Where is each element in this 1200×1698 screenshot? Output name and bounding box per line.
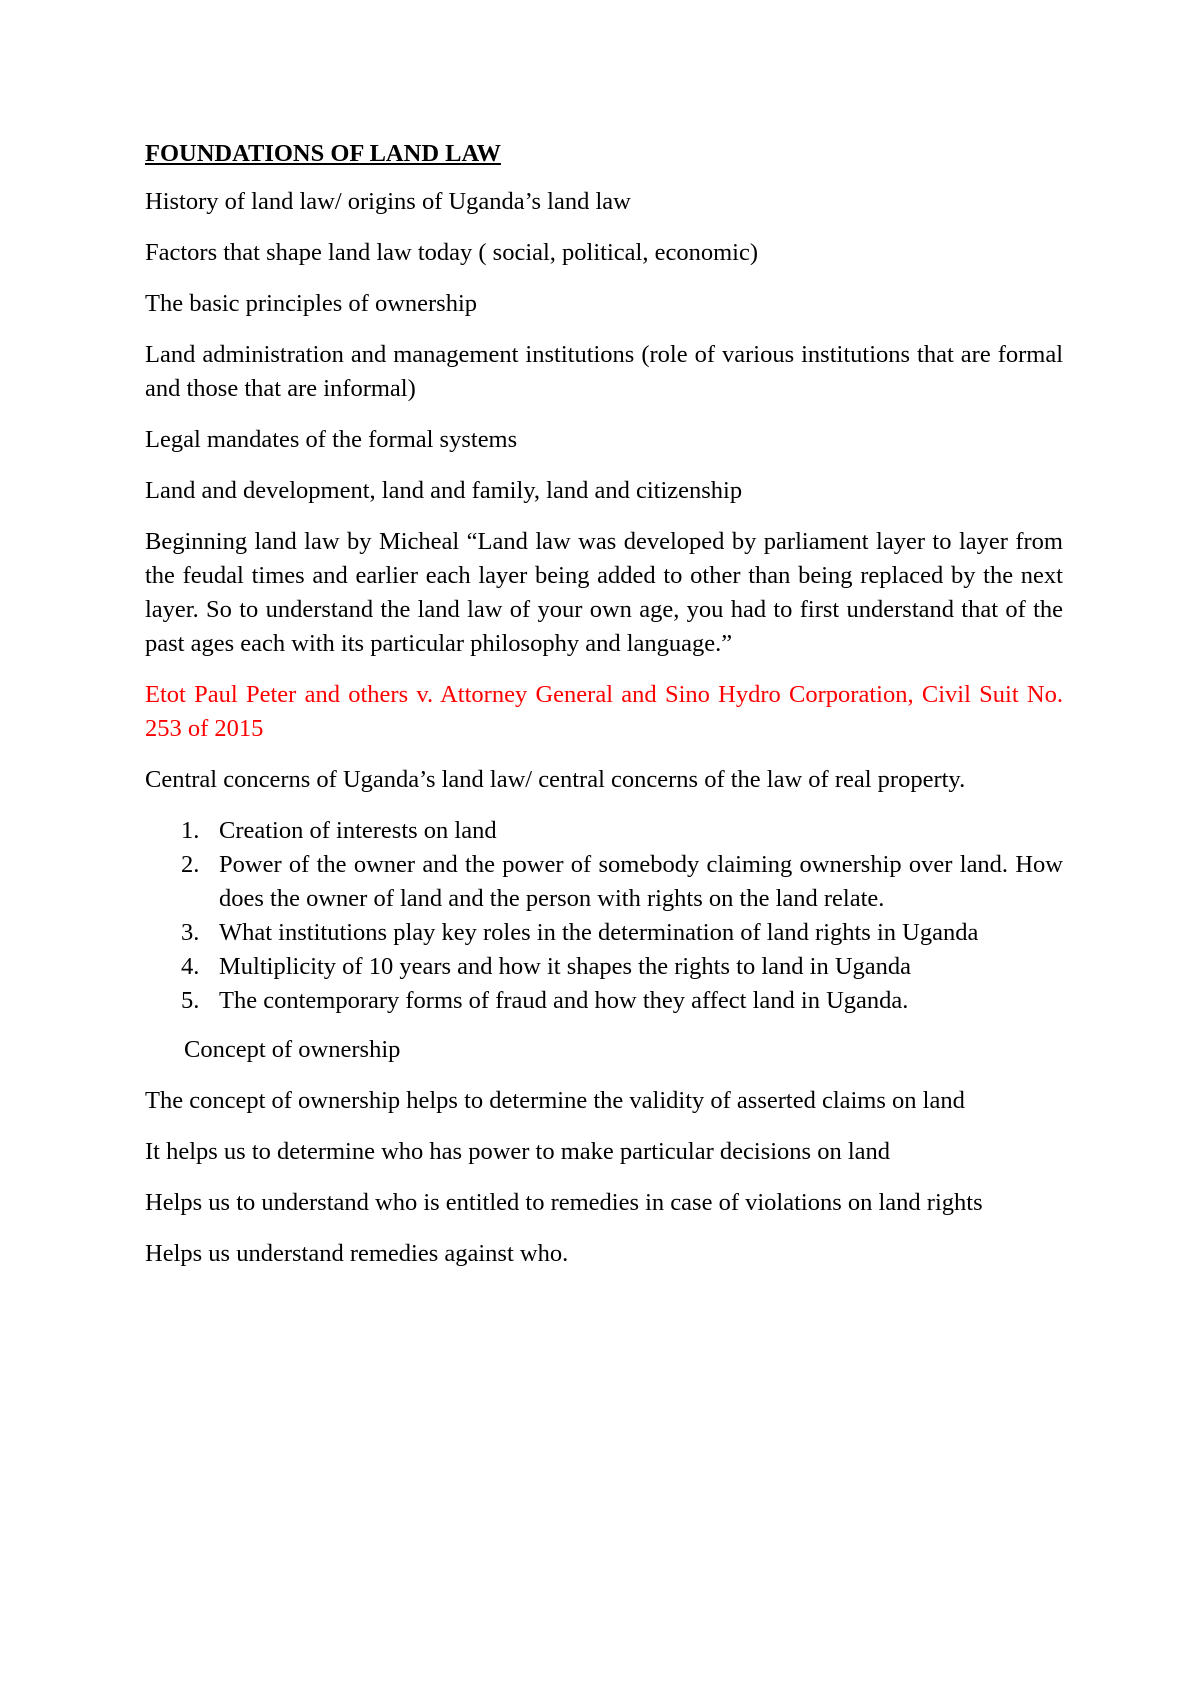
paragraph-development: Land and development, land and family, land and citizenship [145, 477, 743, 504]
paragraph-power: It helps us to determine who has power to make particular decisions on land [145, 1138, 891, 1165]
list-item [145, 848, 1063, 916]
concerns-list [145, 814, 1063, 1018]
list-number: 3. [181, 919, 200, 946]
document-title: FOUNDATIONS OF LAND LAW [145, 140, 501, 167]
list-item-text: What institutions play key roles in the determination of land rights in Uganda [219, 919, 979, 946]
list-item-text: Creation of interests on land [219, 817, 497, 844]
paragraph-remedies: Helps us to understand who is entitled to remedies in case of violations on land rights [145, 1189, 983, 1216]
list-item [145, 916, 1063, 950]
paragraph-remedies-against: Helps us understand remedies against who. [145, 1240, 569, 1267]
list-number: 1. [181, 817, 200, 844]
paragraph-quote-micheal: Beginning land law by Micheal “Land law was developed by parliament layer to layer from the feudal times and earlier each layer being added to other than being replaced by the next layer. So to understand the land law of your own age, you had to first understand that of the past ages each with its particular philosophy and language.” [145, 528, 1063, 657]
list-number: 2. [181, 851, 200, 878]
list-item-text: Power of the owner and the power of somebody claiming ownership over land. How does the owner of land and the person with rights on the land relate. [219, 851, 1063, 912]
paragraph-factors: Factors that shape land law today ( social, political, economic) [145, 239, 758, 266]
list-item [145, 950, 1063, 984]
paragraph-validity: The concept of ownership helps to determine the validity of asserted claims on land [145, 1087, 965, 1114]
concept-heading: Concept of ownership [184, 1036, 401, 1063]
paragraph-history: History of land law/ origins of Uganda’s land law [145, 188, 631, 215]
case-citation: Etot Paul Peter and others v. Attorney General and Sino Hydro Corporation, Civil Suit No. 253 of 2015 [145, 681, 1063, 742]
list-item [145, 814, 1063, 848]
paragraph-central-concerns: Central concerns of Uganda’s land law/ central concerns of the law of real property. [145, 766, 966, 793]
paragraph-institutions: Land administration and management institutions (role of various institutions that are formal and those that are informal) [145, 341, 1063, 402]
list-number: 5. [181, 987, 200, 1014]
list-item [145, 984, 1063, 1018]
list-item-text: The contemporary forms of fraud and how they affect land in Uganda. [219, 987, 909, 1014]
list-number: 4. [181, 953, 200, 980]
list-item-text: Multiplicity of 10 years and how it shapes the rights to land in Uganda [219, 953, 912, 980]
paragraph-principles: The basic principles of ownership [145, 290, 478, 317]
paragraph-legal-mandates: Legal mandates of the formal systems [145, 426, 518, 453]
